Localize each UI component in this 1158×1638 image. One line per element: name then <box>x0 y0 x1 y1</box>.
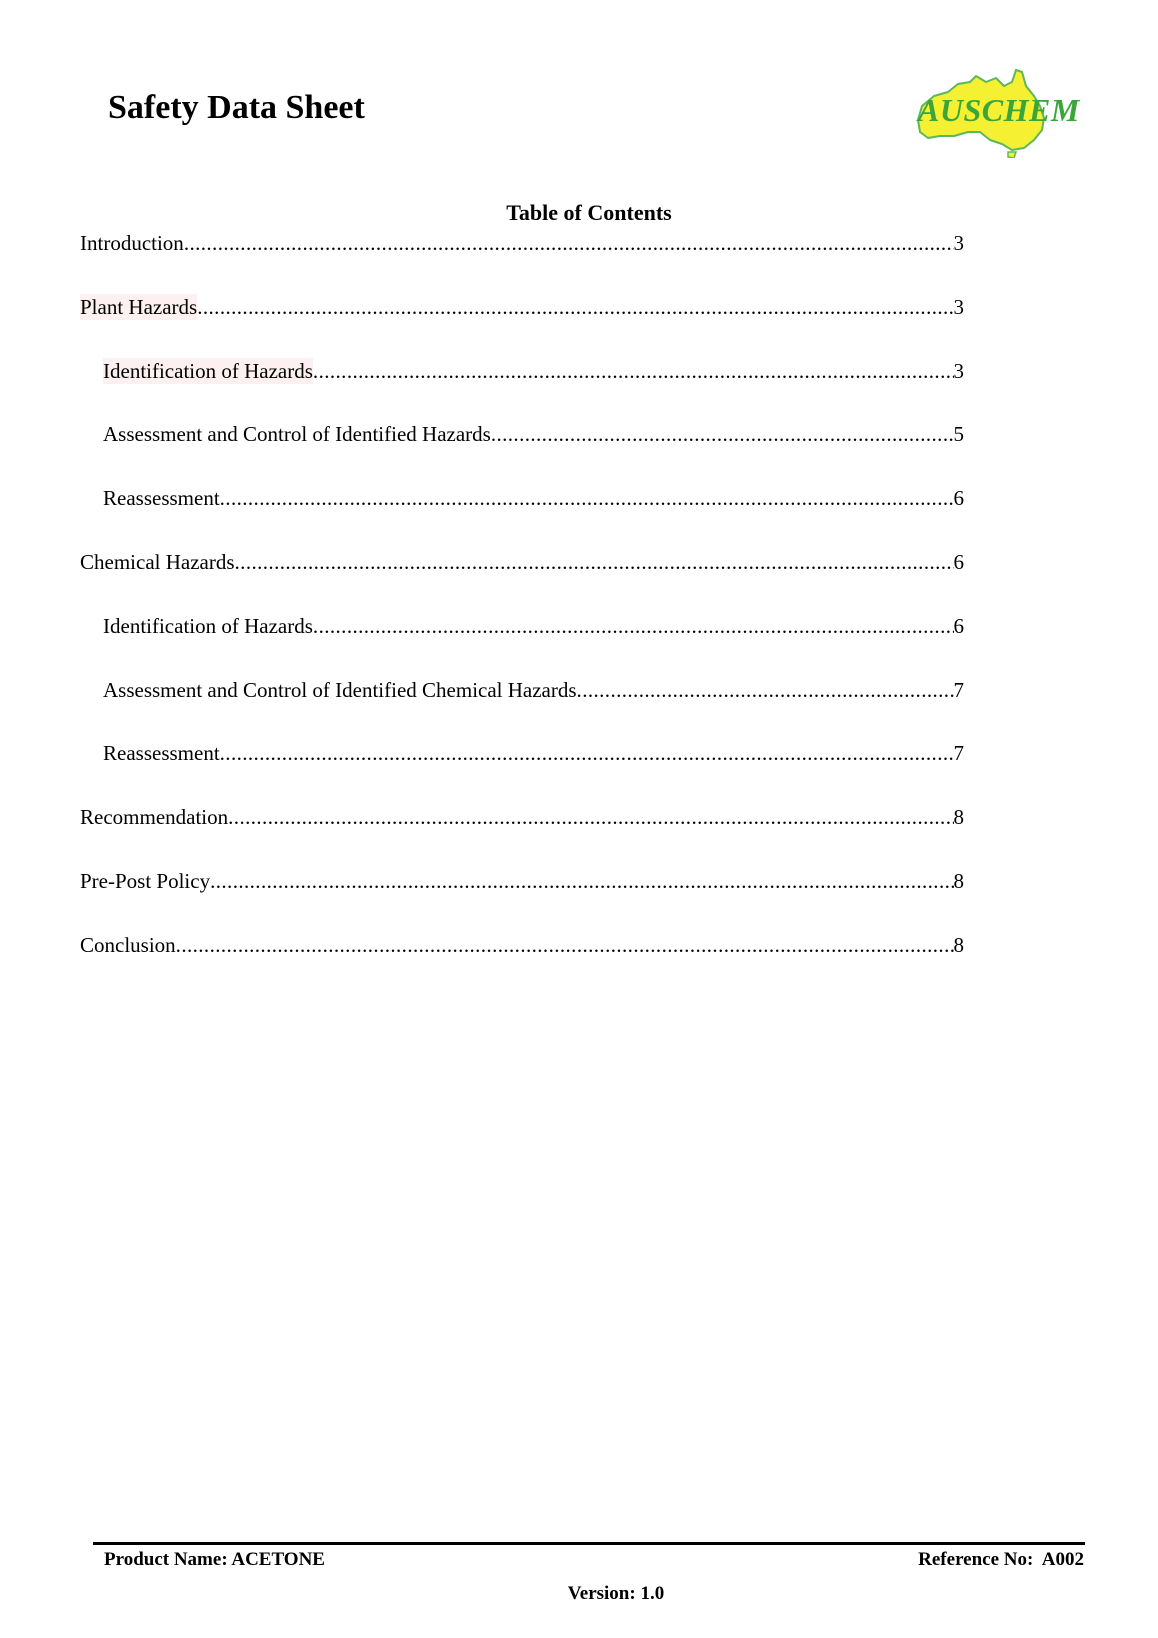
toc-item-label: Assessment and Control of Identified Hazards <box>103 422 491 447</box>
toc-item-plant-identification-of-hazards[interactable] <box>80 358 964 422</box>
toc-item-label: Identification of Hazards <box>103 613 313 638</box>
dot-leader <box>184 230 954 256</box>
dot-leader <box>577 677 954 703</box>
toc-item-label: Assessment and Control of Identified Chemical Hazards <box>103 677 577 702</box>
toc-item-label: Chemical Hazards <box>80 549 235 574</box>
toc-item-plant-reassessment[interactable] <box>80 485 964 549</box>
toc-item-label: Reassessment <box>103 741 220 766</box>
toc-item-label: Recommendation <box>80 805 229 830</box>
toc-item-pre-post-policy[interactable] <box>80 868 964 932</box>
toc-item-chemical-reassessment[interactable] <box>80 740 964 804</box>
toc-page-number: 3 <box>953 231 964 255</box>
toc-item-chemical-hazards[interactable] <box>80 549 964 613</box>
toc-item-label: Conclusion <box>80 932 176 957</box>
dot-leader <box>176 932 954 958</box>
toc-page-number: 8 <box>953 868 964 893</box>
dot-leader <box>228 804 953 830</box>
toc-page-number: 6 <box>953 549 964 574</box>
toc-item-label: Introduction <box>80 231 184 255</box>
toc-item-label: Identification of Hazards <box>103 358 313 383</box>
dot-leader <box>210 868 953 894</box>
logo-text: AUSCHEM <box>918 92 1080 128</box>
toc-page-number: 8 <box>953 932 964 957</box>
dot-leader <box>313 613 954 639</box>
toc-page-number: 8 <box>953 805 964 830</box>
dot-leader <box>220 485 954 511</box>
dot-leader <box>220 740 954 766</box>
footer-divider <box>93 1542 1085 1545</box>
footer-version: Version: 1.0 <box>567 1583 665 1604</box>
footer-product-name: Product Name: ACETONE <box>104 1549 325 1570</box>
toc-item-recommendation[interactable] <box>80 804 964 868</box>
toc-page-number: 3 <box>953 358 964 383</box>
toc-item-plant-hazards[interactable] <box>80 294 964 358</box>
document-title: Safety Data Sheet <box>108 89 365 126</box>
toc-item-assessment-and-control[interactable] <box>80 421 964 485</box>
toc-page-number: 5 <box>953 422 964 447</box>
toc-item-assessment-and-control-chemical[interactable] <box>80 677 964 741</box>
toc-page-number: 6 <box>953 613 964 638</box>
dot-leader <box>235 549 954 575</box>
dot-leader <box>491 421 954 447</box>
toc-item-introduction[interactable] <box>80 230 964 294</box>
dot-leader <box>197 294 953 320</box>
toc-item-chemical-identification-of-hazards[interactable] <box>80 613 964 677</box>
table-of-contents <box>80 230 964 996</box>
footer-reference-number: Reference No: A002 <box>918 1549 1084 1570</box>
toc-item-conclusion[interactable] <box>80 932 964 996</box>
dot-leader <box>313 358 954 384</box>
toc-page-number: 6 <box>953 486 964 511</box>
toc-page-number: 3 <box>953 294 964 319</box>
toc-page-number: 7 <box>953 741 964 766</box>
toc-page-number: 7 <box>953 677 964 702</box>
toc-item-label: Plant Hazards <box>80 294 198 319</box>
toc-item-label: Pre-Post Policy <box>80 868 211 893</box>
toc-item-label: Reassessment <box>103 486 220 511</box>
auschem-logo <box>904 66 1084 158</box>
toc-heading: Table of Contents <box>506 200 672 225</box>
